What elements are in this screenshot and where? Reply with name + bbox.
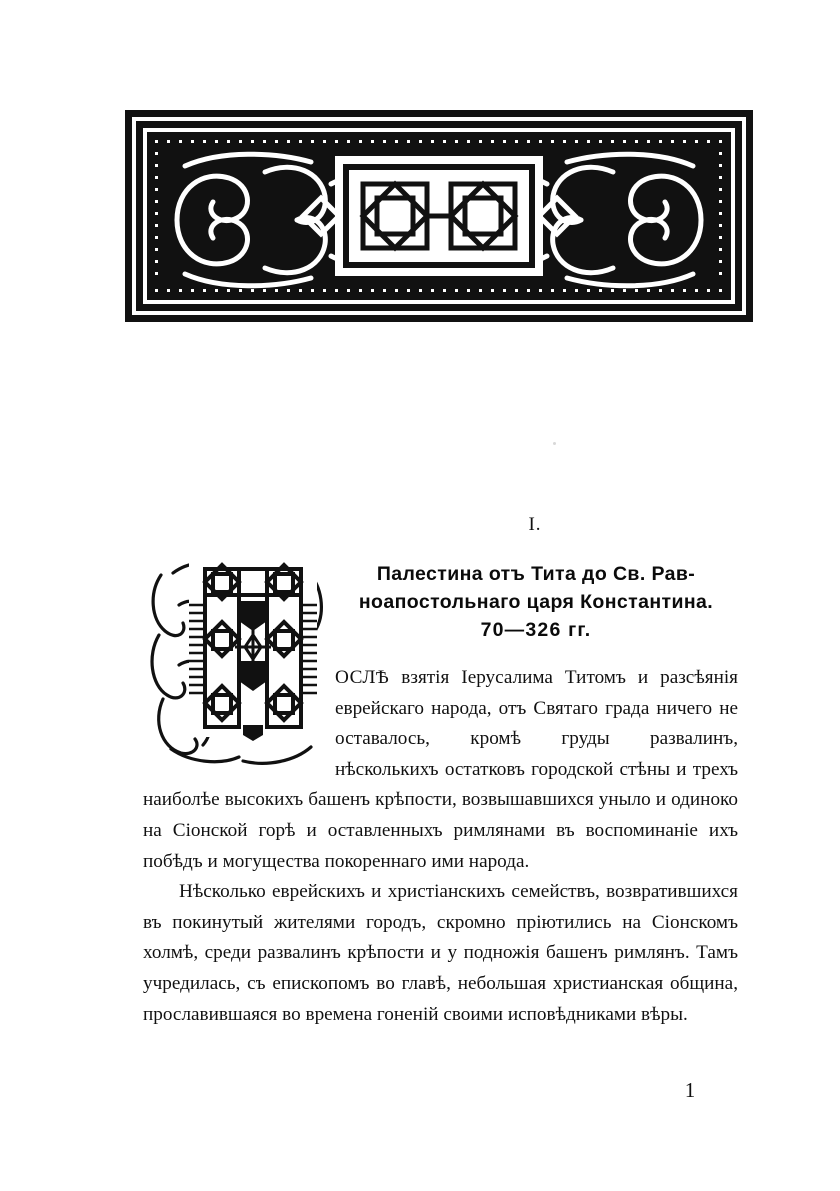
body-text	[143, 663, 738, 1030]
chapter-title	[336, 560, 736, 644]
paragraph-first	[143, 663, 738, 877]
chapter-title-line-3: 70—326 гг.	[480, 619, 592, 641]
interlace-headpiece-ornament	[125, 110, 753, 322]
chapter-title-line-1: Палестина отъ Тита до Св. Рав-	[376, 563, 696, 585]
paragraph-runin-word: ОСЛѢ	[335, 667, 390, 688]
page-number: 1	[684, 1078, 696, 1102]
paragraph-first-text: взятія Іерусалима Титомъ и разсѣянія еврейскаго народа, отъ Святаго града ничего не оставалось, кромѣ груды развалинъ, нѣсколькихъ остатковъ городской стѣны и трехъ наиболѣе высокихъ башенъ крѣпости, возвышавшихся уныло и одиноко на Сіонской горѣ и оставленныхъ римлянами въ воспоминаніе ихъ побѣдъ и могущества покореннаго ими народа.	[143, 667, 738, 872]
dropcap-float-spacer	[143, 663, 335, 775]
page-speck	[553, 442, 556, 445]
paragraph-second: Нѣсколько еврейскихъ и христіанскихъ семействъ, возвратившихся въ покинутый жителями городъ, скромно пріютились на Сіонскомъ холмѣ, среди развалинъ крѣпости и у подножія башенъ римлянъ. Тамъ учредилась, съ епископомъ во главѣ, небольшая христианская община, прославившаяся во времена гоненій своими исповѣдниками вѣры.	[143, 881, 738, 1025]
chapter-number: I.	[528, 514, 542, 535]
chapter-title-line-2: ноапостольнаго царя Константина.	[358, 591, 714, 613]
